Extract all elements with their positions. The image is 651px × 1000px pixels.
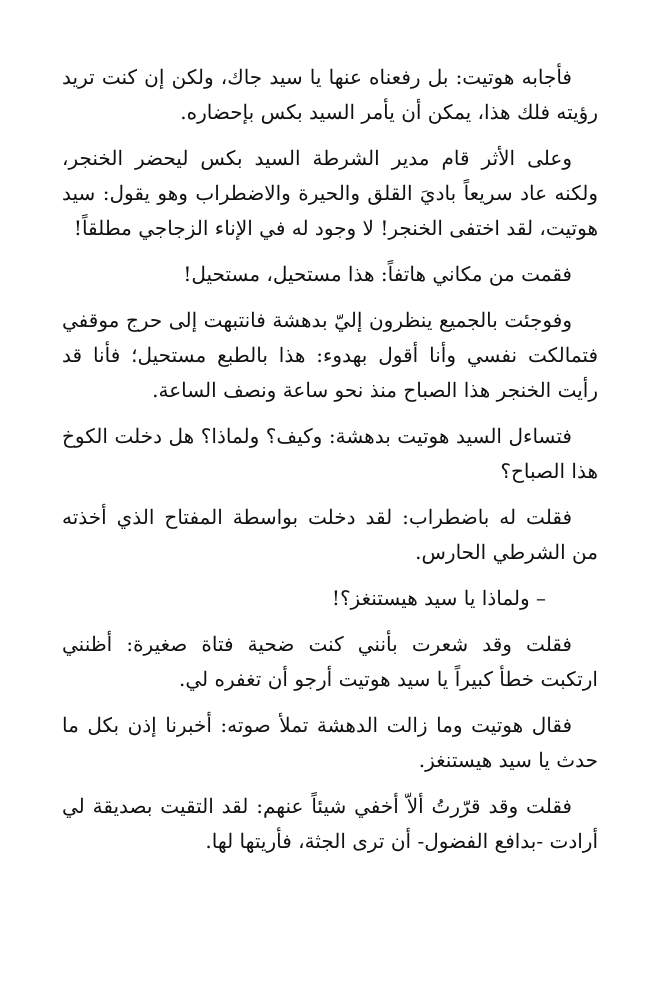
paragraph-4: وفوجئت بالجميع ينظرون إليّ بدهشة فانتبهت إلى حرج موقفي فتمالكت نفسي وأنا أقول بهدوء: هذا بالطبع مستحيل؛ فأنا قد رأيت الخنجر هذا الصباح منذ نحو ساعة ونصف الساعة. — [62, 308, 598, 402]
book-page — [62, 60, 598, 870]
paragraph-7: – ولماذا يا سيد هيستنغز؟! — [331, 586, 546, 610]
paragraph-6: فقلت له باضطراب: لقد دخلت بواسطة المفتاح الذي أخذته من الشرطي الحارس. — [62, 505, 598, 564]
paragraph-5: فتساءل السيد هوتيت بدهشة: وكيف؟ ولماذا؟ هل دخلت الكوخ هذا الصباح؟ — [62, 424, 598, 483]
paragraph-1: فأجابه هوتيت: بل رفعناه عنها يا سيد جاك، ولكن إن كنت تريد رؤيته فلك هذا، يمكن أن يأمر السيد بكس بإحضاره. — [62, 65, 598, 124]
paragraph-2: وعلى الأثر قام مدير الشرطة السيد بكس ليحضر الخنجر، ولكنه عاد سريعاً باديَ القلق والحيرة والاضطراب وهو يقول: سيد هوتيت، لقد اختفى الخنجر! لا وجود له في الإناء الزجاجي مطلقاً! — [62, 146, 599, 240]
paragraph-9: فقال هوتيت وما زالت الدهشة تملأ صوته: أخبرنا إذن بكل ما حدث يا سيد هيستنغز. — [62, 713, 598, 772]
paragraph-3: فقمت من مكاني هاتفاً: هذا مستحيل، مستحيل! — [183, 262, 572, 286]
paragraph-8: فقلت وقد شعرت بأنني كنت ضحية فتاة صغيرة: أظنني ارتكبت خطأ كبيراً يا سيد هوتيت أرجو أن تغفره لي. — [62, 632, 598, 691]
paragraph-10: فقلت وقد قرّرتُ ألاّ أخفي شيئاً عنهم: لقد التقيت بصديقة لي أرادت -بدافع الفضول- أن ترى الجثة، فأريتها لها. — [62, 794, 598, 853]
